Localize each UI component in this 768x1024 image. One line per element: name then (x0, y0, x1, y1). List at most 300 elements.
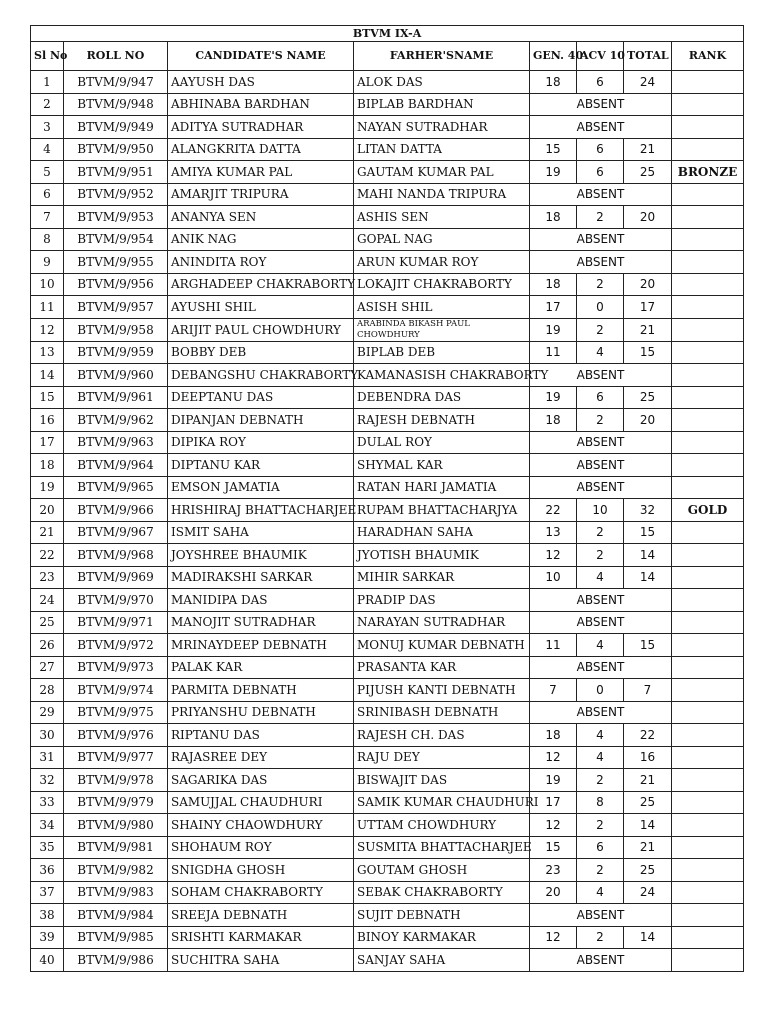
acv-score-cell: 0 (577, 296, 624, 319)
gen-score-cell: 7 (530, 679, 577, 702)
father-name-cell: SAMIK KUMAR CHAUDHURI (354, 791, 530, 814)
table-row (31, 791, 744, 814)
rank-cell (672, 701, 744, 724)
header-row (31, 42, 744, 71)
acv-score-cell: 2 (577, 544, 624, 567)
absent-cell: ABSENT (530, 93, 672, 116)
total-score-cell: 7 (624, 679, 672, 702)
candidate-name-cell: MRINAYDEEP DEBNATH (168, 634, 354, 657)
sl-cell: 18 (31, 454, 64, 477)
father-name-cell: SEBAK CHAKRABORTY (354, 881, 530, 904)
rank-cell (672, 409, 744, 432)
rank-cell (672, 926, 744, 949)
table-row (31, 161, 744, 184)
candidate-name-cell: AMARJIT TRIPURA (168, 183, 354, 206)
father-name-cell: SANJAY SAHA (354, 949, 530, 972)
table-row (31, 814, 744, 837)
father-name-cell: SRINIBASH DEBNATH (354, 701, 530, 724)
father-name-cell: HARADHAN SAHA (354, 521, 530, 544)
table-row (31, 341, 744, 364)
candidate-name-cell: DEBANGSHU CHAKRABORTY (168, 364, 354, 387)
table-row (31, 454, 744, 477)
sl-cell: 19 (31, 476, 64, 499)
rank-cell (672, 318, 744, 341)
candidate-name-cell: MANIDIPA DAS (168, 589, 354, 612)
rank-cell (672, 634, 744, 657)
roll-cell: BTVM/9/970 (64, 589, 168, 612)
absent-cell: ABSENT (530, 611, 672, 634)
table-row (31, 273, 744, 296)
father-name-cell: RATAN HARI JAMATIA (354, 476, 530, 499)
rank-cell (672, 544, 744, 567)
roll-cell: BTVM/9/971 (64, 611, 168, 634)
absent-cell: ABSENT (530, 454, 672, 477)
candidate-name-cell: SUCHITRA SAHA (168, 949, 354, 972)
father-name-cell: GOUTAM GHOSH (354, 859, 530, 882)
absent-cell: ABSENT (530, 904, 672, 927)
table-row (31, 701, 744, 724)
rank-cell: BRONZE (672, 161, 744, 184)
rank-cell (672, 93, 744, 116)
father-name-cell: SHYMAL KAR (354, 454, 530, 477)
roll-cell: BTVM/9/964 (64, 454, 168, 477)
absent-cell: ABSENT (530, 228, 672, 251)
rank-cell (672, 296, 744, 319)
sl-cell: 22 (31, 544, 64, 567)
candidate-name-cell: BOBBY DEB (168, 341, 354, 364)
table-row (31, 431, 744, 454)
candidate-name-cell: SAGARIKA DAS (168, 769, 354, 792)
acv-score-cell: 2 (577, 318, 624, 341)
roll-cell: BTVM/9/974 (64, 679, 168, 702)
header-rank: RANK (672, 42, 744, 71)
candidate-name-cell: DIPIKA ROY (168, 431, 354, 454)
table-row (31, 836, 744, 859)
total-score-cell: 21 (624, 318, 672, 341)
gen-score-cell: 23 (530, 859, 577, 882)
sl-cell: 24 (31, 589, 64, 612)
candidate-name-cell: ARGHADEEP CHAKRABORTY (168, 273, 354, 296)
total-score-cell: 25 (624, 161, 672, 184)
candidate-name-cell: EMSON JAMATIA (168, 476, 354, 499)
rank-cell (672, 656, 744, 679)
candidate-name-cell: MADIRAKSHI SARKAR (168, 566, 354, 589)
total-score-cell: 32 (624, 499, 672, 522)
candidate-name-cell: PARMITA DEBNATH (168, 679, 354, 702)
header-acv: ACV 10 (577, 42, 624, 71)
sl-cell: 17 (31, 431, 64, 454)
candidate-name-cell: RIPTANU DAS (168, 724, 354, 747)
candidate-name-cell: ISMIT SAHA (168, 521, 354, 544)
roll-cell: BTVM/9/968 (64, 544, 168, 567)
rank-cell (672, 273, 744, 296)
rank-cell (672, 386, 744, 409)
roll-cell: BTVM/9/962 (64, 409, 168, 432)
gen-score-cell: 18 (530, 206, 577, 229)
roll-cell: BTVM/9/957 (64, 296, 168, 319)
rank-cell (672, 949, 744, 972)
header-total: TOTAL (624, 42, 672, 71)
father-name-cell: ALOK DAS (354, 71, 530, 94)
table-row (31, 859, 744, 882)
gen-score-cell: 11 (530, 634, 577, 657)
table-row (31, 724, 744, 747)
rank-cell (672, 454, 744, 477)
roll-cell: BTVM/9/982 (64, 859, 168, 882)
rank-cell (672, 904, 744, 927)
table-row (31, 679, 744, 702)
acv-score-cell: 2 (577, 521, 624, 544)
father-name-cell: ASHIS SEN (354, 206, 530, 229)
rank-cell (672, 836, 744, 859)
header-sl (31, 42, 68, 71)
table-row (31, 364, 744, 387)
candidate-name-cell: SHOHAUM ROY (168, 836, 354, 859)
roll-cell: BTVM/9/972 (64, 634, 168, 657)
table-row (31, 386, 744, 409)
acv-score-cell: 2 (577, 926, 624, 949)
rank-cell (672, 341, 744, 364)
candidate-name-cell: ANANYA SEN (168, 206, 354, 229)
father-name-cell: MONUJ KUMAR DEBNATH (354, 634, 530, 657)
total-score-cell: 25 (624, 386, 672, 409)
acv-score-cell: 4 (577, 881, 624, 904)
gen-score-cell: 19 (530, 769, 577, 792)
roll-cell: BTVM/9/958 (64, 318, 168, 341)
roll-cell: BTVM/9/961 (64, 386, 168, 409)
roll-cell: BTVM/9/952 (64, 183, 168, 206)
roll-cell: BTVM/9/977 (64, 746, 168, 769)
candidate-name-cell: HRISHIRAJ BHATTACHARJEE (168, 499, 354, 522)
acv-score-cell: 6 (577, 836, 624, 859)
table-row (31, 904, 744, 927)
rank-cell (672, 566, 744, 589)
absent-cell: ABSENT (530, 701, 672, 724)
sl-cell: 40 (31, 949, 64, 972)
roll-cell: BTVM/9/949 (64, 116, 168, 139)
father-name-cell: KAMANASISH CHAKRABORTY (354, 364, 530, 387)
father-name-cell: PRASANTA KAR (354, 656, 530, 679)
total-score-cell: 24 (624, 881, 672, 904)
gen-score-cell: 13 (530, 521, 577, 544)
candidate-name-cell: DEEPTANU DAS (168, 386, 354, 409)
rank-cell (672, 746, 744, 769)
roll-cell: BTVM/9/953 (64, 206, 168, 229)
acv-score-cell: 10 (577, 499, 624, 522)
gen-score-cell: 19 (530, 318, 577, 341)
rank-cell (672, 724, 744, 747)
total-score-cell: 14 (624, 544, 672, 567)
father-name-cell: BIPLAB DEB (354, 341, 530, 364)
father-name-cell: RAJESH DEBNATH (354, 409, 530, 432)
candidate-name-cell: SREEJA DEBNATH (168, 904, 354, 927)
sl-cell: 23 (31, 566, 64, 589)
rank-cell (672, 521, 744, 544)
acv-score-cell: 4 (577, 746, 624, 769)
table-row (31, 926, 744, 949)
roll-cell: BTVM/9/985 (64, 926, 168, 949)
table-row (31, 206, 744, 229)
sl-cell: 29 (31, 701, 64, 724)
roll-cell: BTVM/9/959 (64, 341, 168, 364)
table-row (31, 769, 744, 792)
father-name-cell: JYOTISH BHAUMIK (354, 544, 530, 567)
total-score-cell: 24 (624, 71, 672, 94)
table-row (31, 296, 744, 319)
table-row (31, 521, 744, 544)
roll-cell: BTVM/9/950 (64, 138, 168, 161)
acv-score-cell: 2 (577, 409, 624, 432)
sl-cell: 1 (31, 71, 64, 94)
absent-cell: ABSENT (530, 116, 672, 139)
rank-cell (672, 679, 744, 702)
acv-score-cell: 0 (577, 679, 624, 702)
gen-score-cell: 18 (530, 409, 577, 432)
candidate-name-cell: ANINDITA ROY (168, 251, 354, 274)
roll-cell: BTVM/9/955 (64, 251, 168, 274)
father-name-cell: SUSMITA BHATTACHARJEE (354, 836, 530, 859)
sl-cell: 7 (31, 206, 64, 229)
acv-score-cell: 2 (577, 814, 624, 837)
gen-score-cell: 12 (530, 746, 577, 769)
table-row (31, 881, 744, 904)
absent-cell: ABSENT (530, 476, 672, 499)
acv-score-cell: 8 (577, 791, 624, 814)
roll-cell: BTVM/9/979 (64, 791, 168, 814)
gen-score-cell: 18 (530, 71, 577, 94)
acv-score-cell: 6 (577, 138, 624, 161)
candidate-name-cell: MANOJIT SUTRADHAR (168, 611, 354, 634)
sl-cell: 35 (31, 836, 64, 859)
rank-cell (672, 251, 744, 274)
rank-cell: GOLD (672, 499, 744, 522)
acv-score-cell: 6 (577, 71, 624, 94)
roll-cell: BTVM/9/954 (64, 228, 168, 251)
gen-score-cell: 18 (530, 724, 577, 747)
father-name-cell: RAJU DEY (354, 746, 530, 769)
table-row (31, 611, 744, 634)
header-sl-label: Sl No (34, 49, 68, 62)
father-name-cell: BISWAJIT DAS (354, 769, 530, 792)
roll-cell: BTVM/9/981 (64, 836, 168, 859)
sl-cell: 34 (31, 814, 64, 837)
roll-cell: BTVM/9/956 (64, 273, 168, 296)
roll-cell: BTVM/9/978 (64, 769, 168, 792)
acv-score-cell: 6 (577, 161, 624, 184)
rank-cell (672, 476, 744, 499)
total-score-cell: 20 (624, 206, 672, 229)
father-name-cell: ASISH SHIL (354, 296, 530, 319)
gen-score-cell: 19 (530, 161, 577, 184)
candidate-name-cell: PRIYANSHU DEBNATH (168, 701, 354, 724)
candidate-name-cell: PALAK KAR (168, 656, 354, 679)
sl-cell: 8 (31, 228, 64, 251)
header-roll: ROLL NO (64, 42, 168, 71)
candidate-name-cell: SNIGDHA GHOSH (168, 859, 354, 882)
acv-score-cell: 4 (577, 341, 624, 364)
roll-cell: BTVM/9/983 (64, 881, 168, 904)
table-row (31, 499, 744, 522)
rank-cell (672, 769, 744, 792)
candidate-name-cell: SAMUJJAL CHAUDHURI (168, 791, 354, 814)
father-name-cell: DEBENDRA DAS (354, 386, 530, 409)
sl-cell: 10 (31, 273, 64, 296)
sl-cell: 39 (31, 926, 64, 949)
father-name-cell: NARAYAN SUTRADHAR (354, 611, 530, 634)
sl-cell: 5 (31, 161, 64, 184)
father-name-cell: MIHIR SARKAR (354, 566, 530, 589)
total-score-cell: 20 (624, 273, 672, 296)
father-name-cell: RAJESH CH. DAS (354, 724, 530, 747)
total-score-cell: 25 (624, 859, 672, 882)
acv-score-cell: 2 (577, 206, 624, 229)
gen-score-cell: 15 (530, 836, 577, 859)
rank-cell (672, 228, 744, 251)
sl-cell: 37 (31, 881, 64, 904)
father-name-cell: PIJUSH KANTI DEBNATH (354, 679, 530, 702)
gen-score-cell: 12 (530, 814, 577, 837)
absent-cell: ABSENT (530, 589, 672, 612)
rank-cell (672, 859, 744, 882)
sl-cell: 32 (31, 769, 64, 792)
roll-cell: BTVM/9/975 (64, 701, 168, 724)
sl-cell: 6 (31, 183, 64, 206)
roll-cell: BTVM/9/965 (64, 476, 168, 499)
candidate-name-cell: DIPANJAN DEBNATH (168, 409, 354, 432)
sl-cell: 28 (31, 679, 64, 702)
table-row (31, 138, 744, 161)
rank-cell (672, 183, 744, 206)
roll-cell: BTVM/9/969 (64, 566, 168, 589)
table-row (31, 544, 744, 567)
sl-cell: 12 (31, 318, 64, 341)
father-name-cell: NAYAN SUTRADHAR (354, 116, 530, 139)
table-row (31, 589, 744, 612)
absent-cell: ABSENT (530, 251, 672, 274)
table-row (31, 656, 744, 679)
sl-cell: 25 (31, 611, 64, 634)
sl-cell: 3 (31, 116, 64, 139)
roll-cell: BTVM/9/960 (64, 364, 168, 387)
father-name-cell: BIPLAB BARDHAN (354, 93, 530, 116)
total-score-cell: 22 (624, 724, 672, 747)
candidate-name-cell: SOHAM CHAKRABORTY (168, 881, 354, 904)
father-name-cell: MAHI NANDA TRIPURA (354, 183, 530, 206)
roll-cell: BTVM/9/984 (64, 904, 168, 927)
sl-cell: 38 (31, 904, 64, 927)
absent-cell: ABSENT (530, 949, 672, 972)
rank-cell (672, 116, 744, 139)
sl-cell: 9 (31, 251, 64, 274)
total-score-cell: 14 (624, 814, 672, 837)
roll-cell: BTVM/9/951 (64, 161, 168, 184)
rank-cell (672, 814, 744, 837)
acv-score-cell: 2 (577, 859, 624, 882)
father-name-cell: ARABINDA BIKASH PAUL CHOWDHURY (354, 318, 530, 341)
table-row (31, 251, 744, 274)
sl-cell: 27 (31, 656, 64, 679)
total-score-cell: 21 (624, 836, 672, 859)
total-score-cell: 14 (624, 926, 672, 949)
father-name-cell: GAUTAM KUMAR PAL (354, 161, 530, 184)
sl-cell: 26 (31, 634, 64, 657)
gen-score-cell: 17 (530, 296, 577, 319)
sl-cell: 21 (31, 521, 64, 544)
rank-cell (672, 881, 744, 904)
table-row (31, 71, 744, 94)
gen-score-cell: 22 (530, 499, 577, 522)
rank-cell (672, 431, 744, 454)
absent-cell: ABSENT (530, 364, 672, 387)
roll-cell: BTVM/9/986 (64, 949, 168, 972)
table-row (31, 228, 744, 251)
results-table (30, 25, 744, 972)
candidate-name-cell: ALANGKRITA DATTA (168, 138, 354, 161)
candidate-name-cell: SHAINY CHAOWDHURY (168, 814, 354, 837)
header-father: FARHER'SNAME (354, 42, 530, 71)
candidate-name-cell: ABHINABA BARDHAN (168, 93, 354, 116)
table-row (31, 566, 744, 589)
rank-cell (672, 71, 744, 94)
sl-cell: 14 (31, 364, 64, 387)
sl-cell: 36 (31, 859, 64, 882)
total-score-cell: 21 (624, 769, 672, 792)
acv-score-cell: 4 (577, 724, 624, 747)
table-row (31, 476, 744, 499)
gen-score-cell: 10 (530, 566, 577, 589)
roll-cell: BTVM/9/948 (64, 93, 168, 116)
sl-cell: 31 (31, 746, 64, 769)
rank-cell (672, 206, 744, 229)
roll-cell: BTVM/9/976 (64, 724, 168, 747)
rank-cell (672, 589, 744, 612)
total-score-cell: 15 (624, 634, 672, 657)
rank-cell (672, 611, 744, 634)
total-score-cell: 25 (624, 791, 672, 814)
table-row (31, 746, 744, 769)
total-score-cell: 16 (624, 746, 672, 769)
father-name-cell: DULAL ROY (354, 431, 530, 454)
table-row (31, 183, 744, 206)
sl-cell: 4 (31, 138, 64, 161)
gen-score-cell: 12 (530, 926, 577, 949)
roll-cell: BTVM/9/966 (64, 499, 168, 522)
father-name-cell: GOPAL NAG (354, 228, 530, 251)
sl-cell: 30 (31, 724, 64, 747)
total-score-cell: 21 (624, 138, 672, 161)
table-row (31, 93, 744, 116)
absent-cell: ABSENT (530, 431, 672, 454)
father-name-cell: LOKAJIT CHAKRABORTY (354, 273, 530, 296)
sl-cell: 2 (31, 93, 64, 116)
gen-score-cell: 17 (530, 791, 577, 814)
candidate-name-cell: ANIK NAG (168, 228, 354, 251)
gen-score-cell: 18 (530, 273, 577, 296)
sl-cell: 13 (31, 341, 64, 364)
father-name-cell: SUJIT DEBNATH (354, 904, 530, 927)
sl-cell: 15 (31, 386, 64, 409)
title-row (31, 26, 744, 42)
gen-score-cell: 12 (530, 544, 577, 567)
roll-cell: BTVM/9/980 (64, 814, 168, 837)
sl-cell: 20 (31, 499, 64, 522)
candidate-name-cell: RAJASREE DEY (168, 746, 354, 769)
roll-cell: BTVM/9/967 (64, 521, 168, 544)
rank-cell (672, 364, 744, 387)
sl-cell: 33 (31, 791, 64, 814)
gen-score-cell: 15 (530, 138, 577, 161)
gen-score-cell: 11 (530, 341, 577, 364)
